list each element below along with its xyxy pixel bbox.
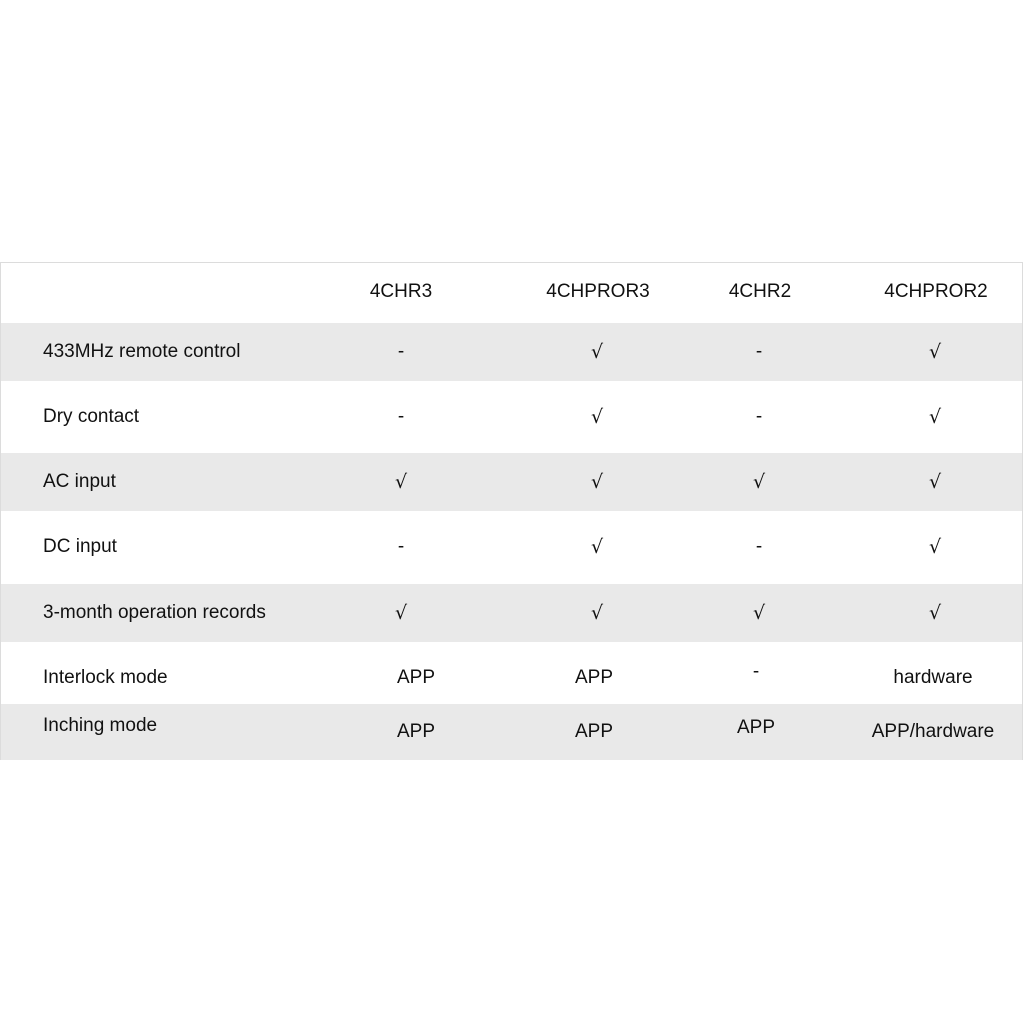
table-cell: √: [590, 341, 604, 363]
table-cell: APP: [396, 721, 436, 742]
row-label: AC input: [43, 471, 116, 492]
table-cell: -: [397, 536, 405, 557]
table-row: [1, 584, 1022, 642]
table-row: [1, 323, 1022, 381]
column-header: 4CHR2: [728, 281, 792, 302]
table-cell: √: [928, 536, 942, 558]
table-cell: √: [928, 406, 942, 428]
table-cell: -: [755, 341, 763, 362]
row-label: 3-month operation records: [43, 602, 266, 623]
table-cell: √: [590, 406, 604, 428]
table-cell: APP: [574, 721, 614, 742]
row-label: DC input: [43, 536, 117, 557]
column-header: 4CHPROR3: [546, 281, 650, 302]
table-cell: √: [590, 471, 604, 493]
table-cell: √: [590, 536, 604, 558]
row-label: Dry contact: [43, 406, 140, 427]
table-cell: APP/hardware: [871, 721, 995, 742]
column-header: 4CHR3: [369, 281, 433, 302]
table-cell: √: [590, 602, 604, 624]
table-row: [1, 704, 1022, 760]
table-row: [1, 453, 1022, 511]
row-label: Inching mode: [43, 715, 158, 736]
table-cell: √: [928, 341, 942, 363]
table-cell: -: [752, 661, 760, 682]
table-row: [1, 388, 1022, 446]
column-header: 4CHPROR2: [884, 281, 988, 302]
table-cell: √: [394, 602, 408, 624]
table-cell: √: [752, 602, 766, 624]
table-cell: √: [394, 471, 408, 493]
table-cell: -: [397, 406, 405, 427]
table-cell: APP: [574, 667, 614, 688]
table-cell: -: [755, 406, 763, 427]
table-header-row: [1, 263, 1022, 321]
comparison-table: [0, 262, 1023, 760]
table-row: [1, 518, 1022, 576]
table-cell: √: [928, 471, 942, 493]
table-cell: -: [397, 341, 405, 362]
row-label: Interlock mode: [43, 667, 168, 688]
table-cell: √: [928, 602, 942, 624]
table-cell: APP: [736, 717, 776, 738]
table-cell: hardware: [893, 667, 973, 688]
table-cell: APP: [396, 667, 436, 688]
row-label: 433MHz remote control: [43, 341, 241, 362]
table-cell: √: [752, 471, 766, 493]
table-cell: -: [755, 536, 763, 557]
